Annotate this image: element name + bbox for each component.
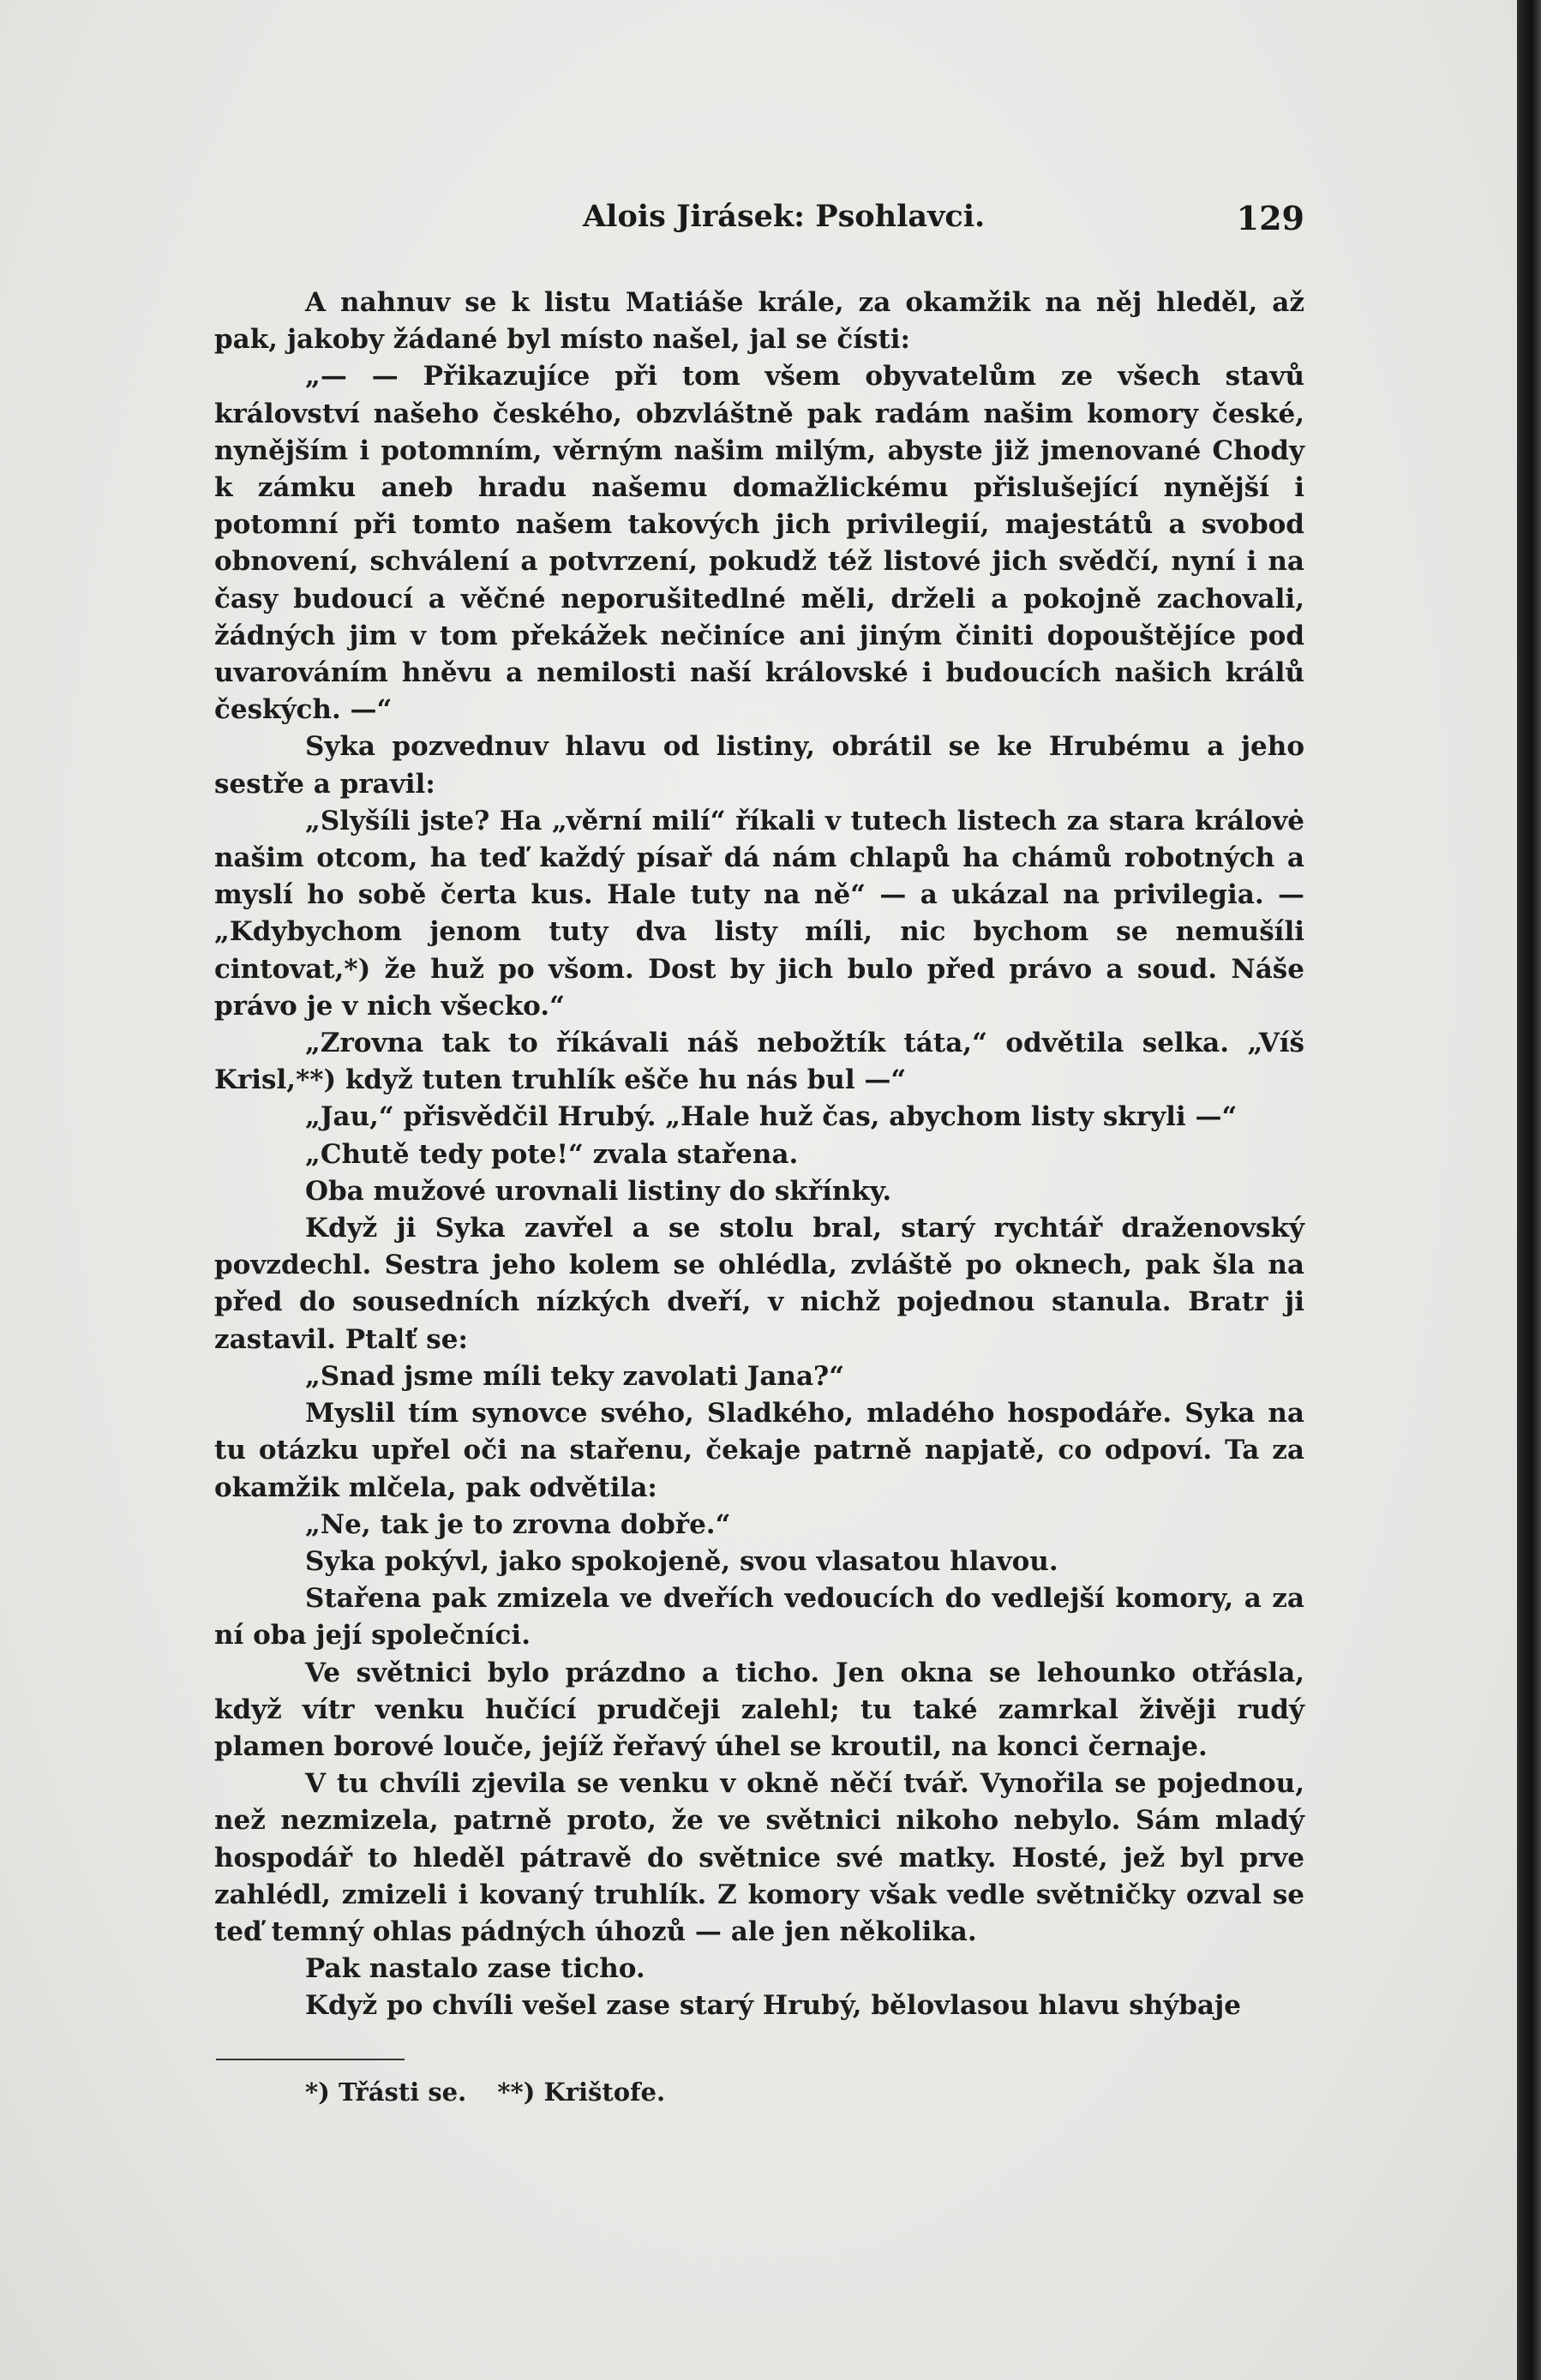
paragraph: Syka pozvednuv hlavu od listiny, obrátil se ke Hrubému a jeho sestře a pravil: [214,731,1304,800]
running-head: Alois Jirásek: Psohlavci. [583,199,986,234]
footnotes [305,2077,665,2107]
paragraph: „Slyšíli jste? Ha „věrní milí“ říkali v tutech listech za stara královė našim otcom, ha teď každý písař dá nám chlapů ha chámů robotných a myslí ho sobě čerta kus. Hale tuty na ně“ — a ukázal na privilegia. — „Kdybychom jenom tuty dva listy míli, nic bychom se nemušíli cintovat,*) že huž po všom. Dost by jich bulo před právo a soud. Náše právo je v nich všecko.“ [214,805,1304,1022]
paragraph: Když po chvíli vešel zase starý Hrubý, bělovlasou hlavu shýbaje [305,1990,1241,2022]
paragraph: Stařena pak zmizela ve dveřích vedoucích do vedlejší komory, a za ní oba její společníci. [214,1583,1304,1652]
page-number: 129 [1236,199,1304,237]
paragraph: Pak nastalo zase ticho. [305,1953,645,1985]
paragraph: „Snad jsme míli teky zavolati Jana?“ [305,1360,845,1392]
body-text [214,285,1304,2025]
footnote: *) Třásti se. [305,2077,467,2107]
paragraph: „Zrovna tak to říkávali náš nebožtík táta,“ odvětila selka. „Víš Krisl,**) když tuten truhlík ešče hu nás bul —“ [214,1028,1304,1096]
paragraph: Když ji Syka zavřel a se stolu bral, starý rychtář draženovský povzdechl. Sestra jeho kolem se ohlédla, zvláště po oknech, pak šla na před do sousedních nízkých dveří, v nichž pojednou stanula. Bratr ji zastavil. Ptalť se: [214,1213,1304,1355]
paragraph: „Jau,“ přisvědčil Hrubý. „Hale huž čas, abychom listy skryli —“ [305,1101,1238,1133]
paragraph: Ve světnici bylo prázdno a ticho. Jen okna se lehounko otřásla, když vítr venku hučící prudčeji zalehl; tu také zamrkal živěji rudý plamen borové louče, jejíž řeřavý úhel se kroutil, na konci černaje. [214,1657,1304,1762]
paragraph: A nahnuv se k listu Matiáše krále, za okamžik na něj hleděl, až pak, jakoby žádané byl místo našel, jal se čísti: [214,287,1304,356]
paragraph: „— — Přikazujíce při tom všem obyvatelům ze všech stavů království našeho českého, obzvláštně pak radám našim komory české, nynějším i potomním, věrným našim milým, abyste již jmenované Chody k zámku aneb hradu našemu domažlickému přislušející nynější i potomní při tomto našem takových jich privilegií, majestátů a svobod obnovení, schválení a potvrzení, pokudž též listové jich svědčí, nyní i na časy budoucí a věčné neporušitedlné měli, drželi a pokojně zachovali, žádných jim v tom překážek nečiníce ani jiným činiti dopouštějíce pod uvarováním hněvu a nemilosti naší královské i budoucích našich králů českých. —“ [214,361,1304,726]
paragraph: „Chutě tedy pote!“ zvala stařena. [305,1138,799,1170]
footnote-divider [216,2059,405,2060]
paragraph: Syka pokývl, jako spokojeně, svou vlasatou hlavou. [305,1545,1058,1577]
page-header [214,199,1304,250]
paragraph: Myslil tím synovce svého, Sladkého, mladého hospodáře. Syka na tu otázku upřel oči na stařenu, čekaje patrně napjatě, co odpoví. Ta za okamžik mlčela, pak odvětila: [214,1398,1304,1503]
scan-edge [1517,0,1541,2380]
paragraph: V tu chvíli zjevila se venku v okně něčí tvář. Vynořila se pojednou, než nezmizela, patrně proto, že ve světnici nikoho nebylo. Sám mladý hospodář to hleděl pátravě do světnice své matky. Hosté, jež byl prve zahlédl, zmizeli i kovaný truhlík. Z komory však vedle světničky ozval se teď temný ohlas pádných úhozů — ale jen několika. [214,1768,1304,1947]
footnote: **) Krištofe. [497,2077,666,2107]
paragraph: „Ne, tak je to zrovna dobře.“ [305,1508,731,1540]
paragraph: Oba mužové urovnali listiny do skřínky. [305,1175,892,1207]
